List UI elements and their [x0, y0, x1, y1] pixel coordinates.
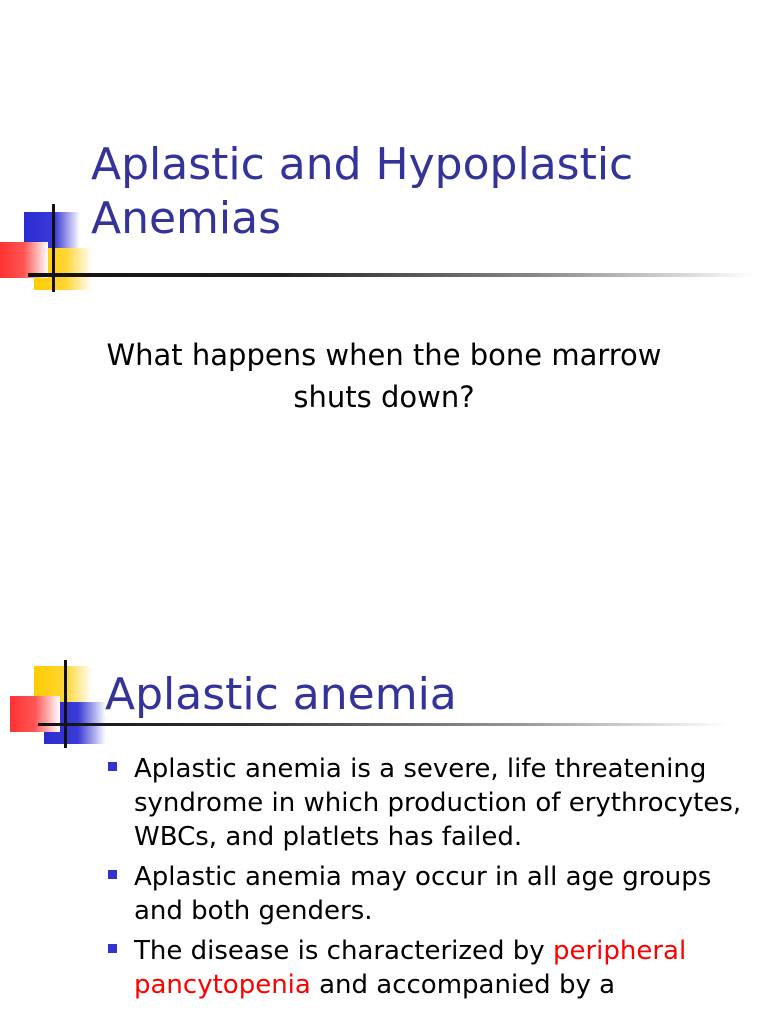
content-slide	[0, 576, 768, 1024]
slide-decoration-icon	[0, 660, 110, 750]
square-bullet-icon	[108, 944, 117, 953]
square-bullet-icon	[108, 870, 117, 879]
bullet-item: Aplastic anemia is a severe, life threatening syndrome in which production of erythrocytes, WBCs, and platlets has failed.	[108, 752, 758, 854]
slide-title: Aplastic anemia	[105, 669, 457, 720]
slide-subtitle: What happens when the bone marrow shuts down?	[106, 338, 662, 414]
bullet-list	[108, 752, 758, 1008]
slide-decoration-icon	[0, 204, 95, 294]
title-underline	[28, 273, 753, 277]
bullet-item: Aplastic anemia may occur in all age groups and both genders.	[108, 860, 758, 928]
square-bullet-icon	[108, 762, 117, 771]
slide-title: Aplastic and Hypoplastic Anemias	[91, 139, 634, 244]
title-underline	[38, 723, 728, 726]
bullet-item: The disease is characterized by peripheral pancytopenia and accompanied by a	[108, 934, 758, 1002]
highlighted-term: peripheral pancytopenia	[134, 936, 687, 1000]
